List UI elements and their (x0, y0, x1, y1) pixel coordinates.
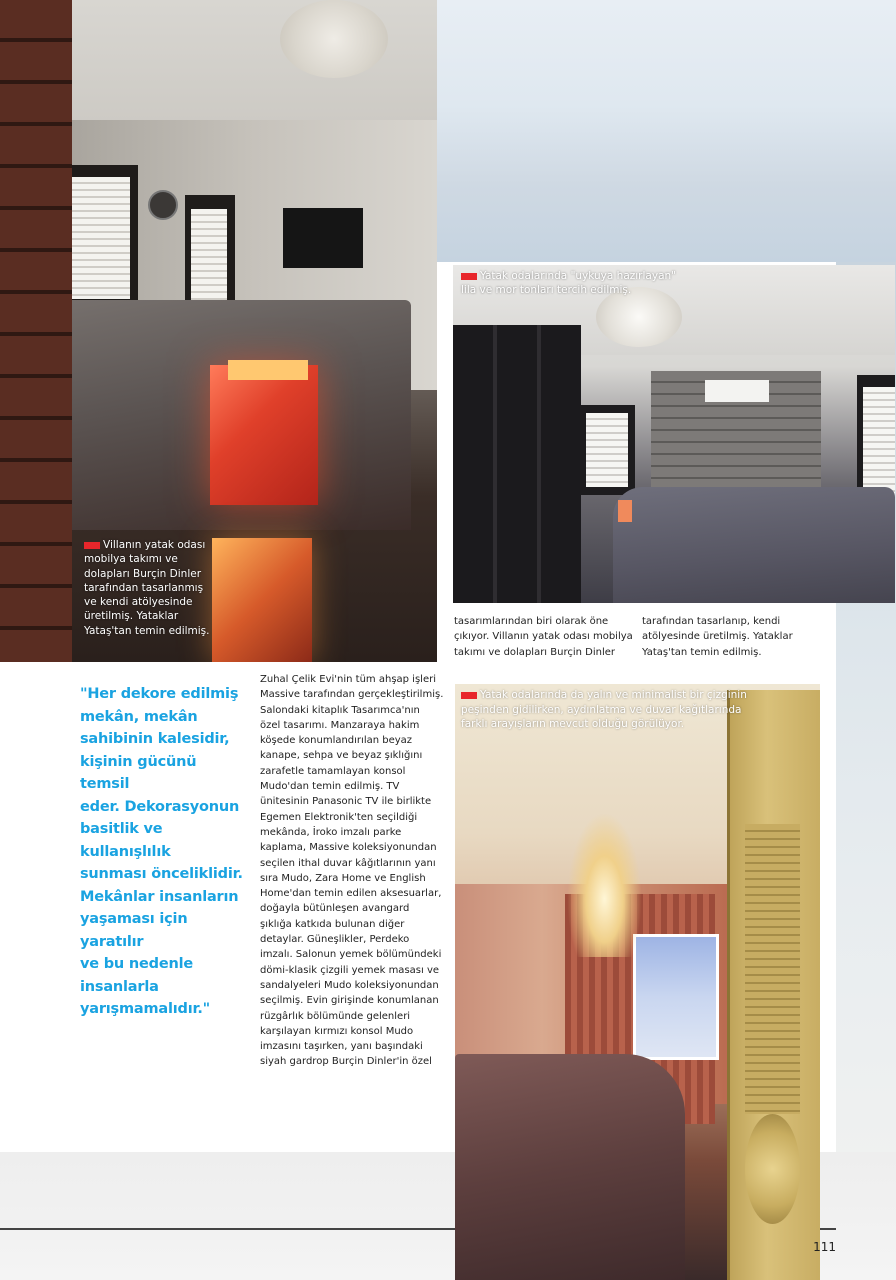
body-line: zarafetle tamamlayan konsol (260, 765, 406, 777)
pull-quote-line: eder. Dekorasyonun (80, 798, 240, 815)
caption-line: üretilmiş. Yataklar (84, 610, 179, 623)
pull-quote-line: sunması önceliklidir. (80, 866, 243, 882)
caption-line: peşinden gidilirken, aydınlatma ve duvar kağıtlarında (461, 703, 742, 716)
door-louvre (745, 824, 800, 1114)
body-line: imzalı. Salonun yemek bölümündeki (260, 949, 442, 961)
photo-bedroom-red-lamp (0, 0, 437, 662)
caption-line: dolapları Burçin Dinler (84, 567, 202, 580)
caption-line: mobilya takımı ve (84, 553, 178, 566)
pull-quote-line: Mekânlar insanların (80, 888, 239, 905)
body-line: Mudo'dan temin edilmiş. TV (260, 781, 400, 793)
pull-quote-line: yarışmamalıdır." (80, 1001, 211, 1017)
body-line: mekânda, İroko imzalı parke (260, 826, 402, 838)
body-line: seçilen ithal duvar kâğıtlarının yanı (260, 857, 436, 869)
caption-marker (461, 273, 477, 280)
caption-marker (84, 542, 100, 549)
pull-quote-line: ve bu nedenle (80, 956, 193, 972)
body-line: atölyesinde üretilmiş. Yataklar (642, 631, 793, 643)
caption-line: ve kendi atölyesinde (84, 596, 193, 609)
body-line: şıklığa katkıda bulunan diğer (260, 918, 405, 930)
body-line: tarafından tasarlanıp, kendi (642, 616, 781, 627)
body-line: Zuhal Çelik Evi'nin tüm ahşap işleri (260, 674, 436, 685)
pull-quote-line: basitlik ve kullanışlılık (80, 821, 171, 860)
body-text-column-left (260, 672, 444, 1070)
caption-line: Yatak odalarında da yalın ve minimalist bir çizginin (461, 688, 761, 703)
pull-quote-line: yaşaması için yaratılır (80, 911, 188, 950)
body-line: Salondaki kitaplık Tasarımca'nın (260, 704, 420, 716)
body-line: doğayla bütünleşen avangard (260, 903, 410, 915)
body-line: tasarımlarından biri olarak öne (454, 616, 609, 627)
body-line: kanape, sehpa ve beyaz şıklığını (260, 750, 423, 762)
body-line: Egemen Elektronik'ten seçildiği (260, 811, 418, 823)
bed (455, 1054, 685, 1280)
window (580, 405, 635, 495)
window-blinds (70, 177, 130, 299)
background-sky-photo (437, 0, 896, 262)
pull-quote-line: "Her dekore edilmiş (80, 686, 239, 702)
wall-tv (283, 208, 363, 268)
ceiling-fixture (280, 0, 388, 78)
body-line: rüzgârlık bölümünde gelenleri (260, 1010, 411, 1022)
bed (613, 487, 895, 603)
body-line: çıkıyor. Villanın yatak odası mobilya (454, 631, 633, 643)
caption-line: Yatak odalarında "uykuya hazırlayan" (461, 269, 761, 283)
air-conditioner (705, 380, 769, 402)
chandelier (567, 812, 642, 957)
photo-caption (84, 538, 234, 638)
body-line: dömi-klasik çizgili yemek masası ve (260, 964, 440, 976)
wall-clock (148, 190, 178, 220)
lamp-glow (228, 360, 308, 380)
window (185, 195, 235, 315)
body-line: sıra Mudo, Zara Home ve English (260, 872, 426, 884)
window-blinds (586, 413, 628, 487)
pull-quote-line: insanlarla (80, 978, 159, 995)
body-line: seçilmiş. Evin girişinde konumlanan (260, 995, 439, 1007)
pull-quote-line: sahibinin kalesidir, (80, 731, 230, 747)
pull-quote (80, 683, 250, 1021)
window (633, 934, 719, 1060)
caption-line: farklı arayışların mevcut olduğu görülüyor. (461, 718, 685, 731)
body-line: imzasını taşırken, yanı başındaki (260, 1041, 423, 1053)
window (66, 165, 138, 307)
bedside-lamp (618, 500, 632, 522)
page-number: 111 (813, 1240, 836, 1254)
body-line: kaplama, Massive koleksiyonundan (260, 842, 437, 854)
body-line: ünitesinin Panasonic TV ile birlikte (260, 796, 432, 808)
body-line: Home'dan temin edilen aksesuarlar, (260, 888, 442, 900)
caption-line: Villanın yatak odası (84, 538, 234, 552)
body-text-column-right (642, 614, 822, 660)
red-lamp (210, 365, 318, 505)
body-text-column-middle (454, 614, 634, 660)
body-line: siyah gardrop Burçin Dinler'in özel (260, 1056, 432, 1068)
door-medallion (745, 1114, 800, 1224)
photo-caption (461, 269, 761, 297)
brick-column (0, 0, 72, 662)
photo-caption (461, 688, 761, 732)
wardrobe (453, 325, 581, 603)
caption-line: Yataş'tan temin edilmiş. (84, 624, 210, 637)
body-line: özel tasarımı. Manzaraya hakim (260, 719, 420, 731)
pull-quote-line: kişinin gücünü temsil (80, 753, 197, 792)
body-line: sandalyeleri Mudo koleksiyonundan (260, 979, 439, 991)
photo-bedroom-grey (453, 265, 895, 603)
body-line: detaylar. Güneşlikler, Perdeko (260, 934, 410, 946)
caption-marker (461, 692, 477, 699)
body-line: köşede konumlandırılan beyaz (260, 735, 413, 747)
caption-line: tarafından tasarlanmış (84, 581, 204, 594)
caption-line: lila ve mor tonları tercih edilmiş. (461, 284, 632, 296)
body-line: Yataş'tan temin edilmiş. (642, 646, 762, 658)
pull-quote-line: mekân, mekân (80, 708, 198, 725)
body-line: takımı ve dolapları Burçin Dinler (454, 646, 616, 658)
window-blinds (191, 209, 227, 309)
body-line: karşılayan kırmızı konsol Mudo (260, 1025, 414, 1037)
photo-bedroom-chandelier (455, 684, 820, 1280)
body-line: Massive tarafından gerçekleştirilmiş. (260, 689, 444, 701)
